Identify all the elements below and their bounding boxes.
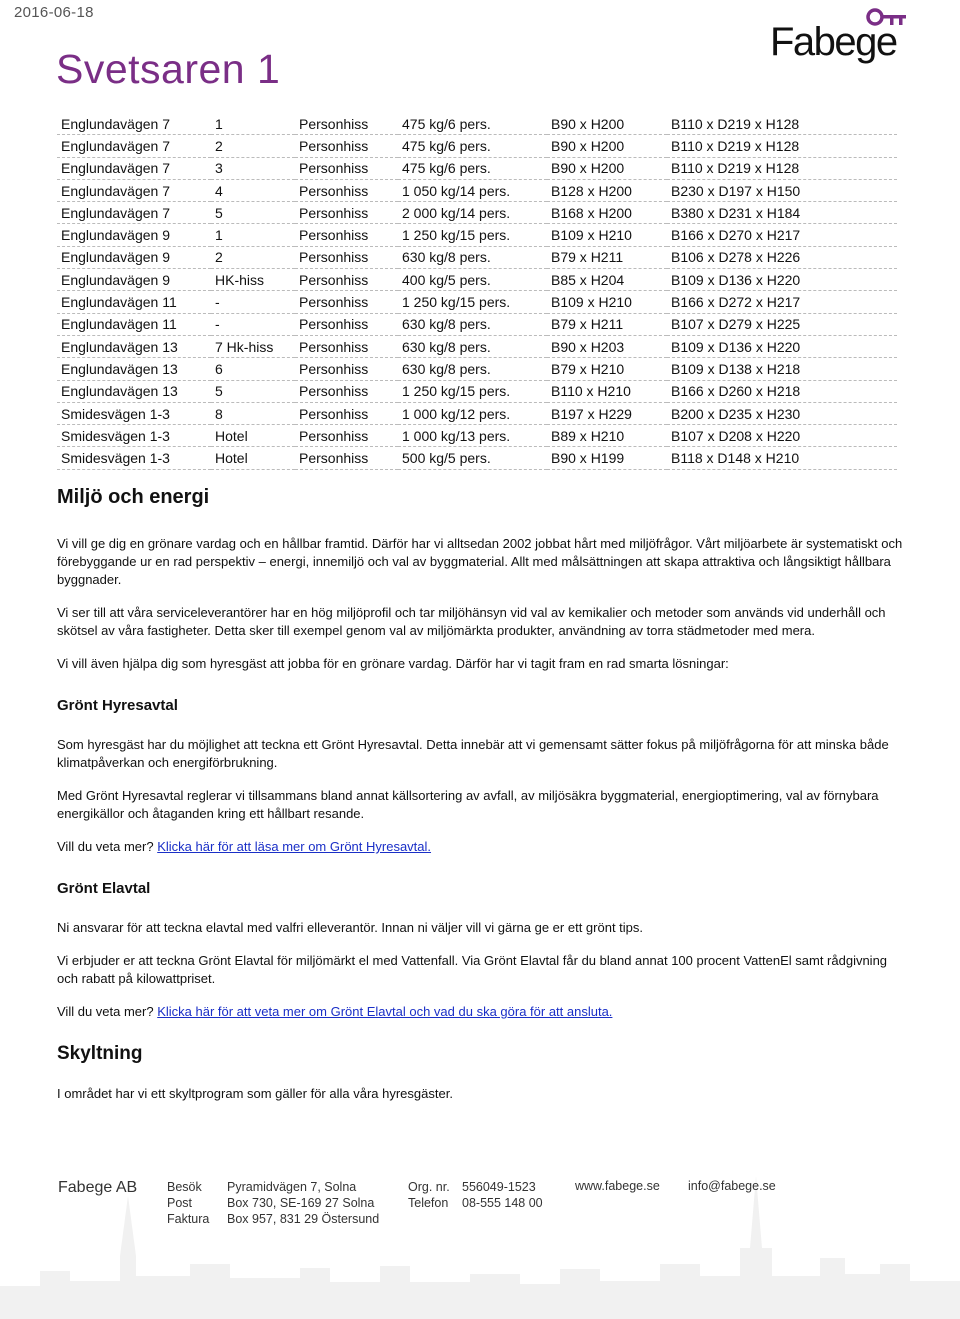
- document-date: 2016-06-18: [14, 4, 94, 21]
- footer-id-values: [462, 1179, 543, 1211]
- footer-label: Post: [167, 1196, 193, 1210]
- footer-phone: 08-555 148 00: [462, 1196, 543, 1210]
- paragraph: Vi erbjuder er att teckna Grönt Elavtal för miljömärkt el med Vattenfall. Via Grönt Elavtal får du bland annat 100 procent VattenEl samt rådgivning och rabatt på kilowattpriset.: [57, 953, 888, 986]
- address-cell: Smidesvägen 1-3: [57, 402, 211, 424]
- paragraph: Vi vill även hjälpa dig som hyresgäst att jobba för en grönare vardag. Därför har vi tagit fram en rad smarta lösningar:: [57, 656, 729, 671]
- table-row: [57, 202, 897, 224]
- car-size-cell: B230 x D197 x H150: [667, 179, 897, 201]
- number-cell: 1: [211, 224, 295, 246]
- footer-company: Fabege AB: [58, 1179, 138, 1196]
- type-cell: Personhiss: [295, 135, 398, 157]
- number-cell: 7 Hk-hiss: [211, 335, 295, 357]
- type-cell: Personhiss: [295, 157, 398, 179]
- car-size-cell: B166 x D272 x H217: [667, 291, 897, 313]
- capacity-cell: 1 000 kg/13 pers.: [398, 425, 547, 447]
- number-cell: Hotel: [211, 447, 295, 469]
- number-cell: 4: [211, 179, 295, 201]
- car-size-cell: B118 x D148 x H210: [667, 447, 897, 469]
- car-size-cell: B107 x D279 x H225: [667, 313, 897, 335]
- type-cell: Personhiss: [295, 246, 398, 268]
- number-cell: 6: [211, 358, 295, 380]
- address-cell: Smidesvägen 1-3: [57, 447, 211, 469]
- capacity-cell: 475 kg/6 pers.: [398, 135, 547, 157]
- type-cell: Personhiss: [295, 425, 398, 447]
- type-cell: Personhiss: [295, 113, 398, 135]
- footer-email-link[interactable]: info@fabege.se: [688, 1179, 776, 1193]
- paragraph: Ni ansvarar för att teckna elavtal med valfri elleverantör. Innan ni väljer vill vi gärna ge er ett grönt tips.: [57, 920, 644, 935]
- car-size-cell: B380 x D231 x H184: [667, 202, 897, 224]
- capacity-cell: 630 kg/8 pers.: [398, 335, 547, 357]
- capacity-cell: 1 000 kg/12 pers.: [398, 402, 547, 424]
- number-cell: 5: [211, 380, 295, 402]
- table-row: [57, 380, 897, 402]
- paragraph: Som hyresgäst har du möjlighet att teckna ett Grönt Hyresavtal. Detta innebär att vi gemensamt sätter fokus på miljöfrågorna för att minska både klimatpåverkan och energiförbrukning.: [57, 737, 889, 770]
- table-row: [57, 113, 897, 135]
- paragraph: I området har vi ett skyltprogram som gäller för alla våra hyresgäster.: [57, 1086, 453, 1101]
- address-cell: Englundavägen 13: [57, 358, 211, 380]
- capacity-cell: 1 250 kg/15 pers.: [398, 380, 547, 402]
- read-more-prefix: Vill du veta mer?: [57, 839, 158, 854]
- address-cell: Englundavägen 13: [57, 335, 211, 357]
- section-heading-environment: Miljö och energi: [57, 486, 210, 508]
- door-size-cell: B128 x H200: [547, 179, 667, 201]
- footer-label: Faktura: [167, 1212, 210, 1226]
- address-cell: Englundavägen 9: [57, 224, 211, 246]
- table-row: [57, 447, 897, 469]
- door-size-cell: B90 x H200: [547, 113, 667, 135]
- door-size-cell: B79 x H211: [547, 246, 667, 268]
- capacity-cell: 400 kg/5 pers.: [398, 269, 547, 291]
- door-size-cell: B168 x H200: [547, 202, 667, 224]
- footer-org-number: 556049-1523: [462, 1180, 536, 1194]
- capacity-cell: 630 kg/8 pers.: [398, 246, 547, 268]
- footer-address: Pyramidvägen 7, Solna: [227, 1180, 357, 1194]
- table-row: [57, 402, 897, 424]
- capacity-cell: 1 050 kg/14 pers.: [398, 179, 547, 201]
- capacity-cell: 500 kg/5 pers.: [398, 447, 547, 469]
- capacity-cell: 1 250 kg/15 pers.: [398, 224, 547, 246]
- car-size-cell: B109 x D136 x H220: [667, 335, 897, 357]
- type-cell: Personhiss: [295, 291, 398, 313]
- number-cell: 5: [211, 202, 295, 224]
- fabege-logo: [768, 6, 908, 70]
- door-size-cell: B90 x H203: [547, 335, 667, 357]
- door-size-cell: B90 x H200: [547, 135, 667, 157]
- address-cell: Englundavägen 7: [57, 113, 211, 135]
- table-row: [57, 313, 897, 335]
- table-row: [57, 358, 897, 380]
- type-cell: Personhiss: [295, 269, 398, 291]
- door-size-cell: B85 x H204: [547, 269, 667, 291]
- green-lease-link[interactable]: Klicka här för att läsa mer om Grönt Hyresavtal.: [157, 839, 432, 854]
- door-size-cell: B109 x H210: [547, 291, 667, 313]
- footer-address: Box 730, SE-169 27 Solna: [227, 1196, 375, 1210]
- capacity-cell: 475 kg/6 pers.: [398, 113, 547, 135]
- table-row: [57, 335, 897, 357]
- number-cell: 2: [211, 135, 295, 157]
- footer: [0, 1136, 960, 1319]
- address-cell: Englundavägen 7: [57, 135, 211, 157]
- type-cell: Personhiss: [295, 313, 398, 335]
- car-size-cell: B110 x D219 x H128: [667, 135, 897, 157]
- address-cell: Englundavägen 7: [57, 157, 211, 179]
- type-cell: Personhiss: [295, 224, 398, 246]
- address-cell: Englundavägen 9: [57, 246, 211, 268]
- capacity-cell: 1 250 kg/15 pers.: [398, 291, 547, 313]
- type-cell: Personhiss: [295, 380, 398, 402]
- type-cell: Personhiss: [295, 447, 398, 469]
- paragraph: Med Grönt Hyresavtal reglerar vi tillsammans bland annat källsortering av avfall, av miljösäkra byggmaterial, energioptimering, val av förnybara energikällor och åtaganden kring ett hållbart resande.: [57, 788, 879, 821]
- car-size-cell: B109 x D136 x H220: [667, 269, 897, 291]
- table-row: [57, 224, 897, 246]
- type-cell: Personhiss: [295, 402, 398, 424]
- capacity-cell: 475 kg/6 pers.: [398, 157, 547, 179]
- section-heading-green-power: Grönt Elavtal: [57, 880, 151, 897]
- table-row: [57, 291, 897, 313]
- read-more-line: [57, 838, 907, 856]
- capacity-cell: 630 kg/8 pers.: [398, 313, 547, 335]
- address-cell: Englundavägen 7: [57, 179, 211, 201]
- door-size-cell: B89 x H210: [547, 425, 667, 447]
- door-size-cell: B109 x H210: [547, 224, 667, 246]
- door-size-cell: B197 x H229: [547, 402, 667, 424]
- number-cell: 8: [211, 402, 295, 424]
- read-more-line: [57, 1003, 907, 1021]
- footer-label: Telefon: [408, 1196, 449, 1210]
- car-size-cell: B166 x D270 x H217: [667, 224, 897, 246]
- door-size-cell: B79 x H210: [547, 358, 667, 380]
- type-cell: Personhiss: [295, 179, 398, 201]
- paragraph: Vi ser till att våra serviceleverantörer har en hög miljöprofil och tar miljöhänsyn vid val av kemikalier och metoder som används vid underhåll och skötsel av våra fastigheter. Detta sker till exempel genom val av miljömärkta produkter, användning av torra städmetoder med mera.: [57, 605, 886, 638]
- number-cell: HK-hiss: [211, 269, 295, 291]
- car-size-cell: B110 x D219 x H128: [667, 157, 897, 179]
- number-cell: -: [211, 313, 295, 335]
- elevator-table: [57, 113, 897, 470]
- footer-addresses: [227, 1179, 379, 1227]
- car-size-cell: B106 x D278 x H226: [667, 246, 897, 268]
- type-cell: Personhiss: [295, 358, 398, 380]
- footer-website-link[interactable]: www.fabege.se: [575, 1179, 660, 1193]
- footer-label: Besök: [167, 1180, 202, 1194]
- footer-id-labels: [408, 1179, 450, 1211]
- read-more-prefix: Vill du veta mer?: [57, 1004, 158, 1019]
- type-cell: Personhiss: [295, 335, 398, 357]
- address-cell: Englundavägen 9: [57, 269, 211, 291]
- car-size-cell: B110 x D219 x H128: [667, 113, 897, 135]
- address-cell: Englundavägen 7: [57, 202, 211, 224]
- capacity-cell: 2 000 kg/14 pers.: [398, 202, 547, 224]
- address-cell: Englundavägen 11: [57, 313, 211, 335]
- footer-address: Box 957, 831 29 Östersund: [227, 1212, 380, 1226]
- number-cell: 1: [211, 113, 295, 135]
- capacity-cell: 630 kg/8 pers.: [398, 358, 547, 380]
- paragraph: Vi vill ge dig en grönare vardag och en hållbar framtid. Därför har vi alltsedan 2002 jobbat hårt med miljöfrågor. Vårt miljöarbete är systematiskt och förebyggande ur en rad perspektiv – energi, innemiljö och val av byggmaterial. Allt med målsättningen att skapa attraktiva och långsiktigt hållbara byggnader.: [57, 536, 903, 587]
- green-power-link[interactable]: Klicka här för att veta mer om Grönt Elavtal och vad du ska göra för att ansluta.: [157, 1004, 613, 1019]
- car-size-cell: B200 x D235 x H230: [667, 402, 897, 424]
- number-cell: Hotel: [211, 425, 295, 447]
- car-size-cell: B107 x D208 x H220: [667, 425, 897, 447]
- section-heading-signage: Skyltning: [57, 1043, 143, 1064]
- footer-label: Org. nr.: [408, 1180, 450, 1194]
- table-row: [57, 157, 897, 179]
- section-heading-green-lease: Grönt Hyresavtal: [57, 697, 178, 714]
- address-cell: Englundavägen 13: [57, 380, 211, 402]
- type-cell: Personhiss: [295, 202, 398, 224]
- table-row: [57, 135, 897, 157]
- city-skyline-graphic: [0, 1136, 960, 1319]
- address-cell: Englundavägen 11: [57, 291, 211, 313]
- table-row: [57, 425, 897, 447]
- door-size-cell: B79 x H211: [547, 313, 667, 335]
- door-size-cell: B110 x H210: [547, 380, 667, 402]
- car-size-cell: B166 x D260 x H218: [667, 380, 897, 402]
- logo-wordmark: Fabege: [770, 20, 897, 64]
- footer-address-labels: [167, 1179, 209, 1227]
- table-row: [57, 269, 897, 291]
- number-cell: -: [211, 291, 295, 313]
- number-cell: 2: [211, 246, 295, 268]
- address-cell: Smidesvägen 1-3: [57, 425, 211, 447]
- table-row: [57, 179, 897, 201]
- door-size-cell: B90 x H199: [547, 447, 667, 469]
- car-size-cell: B109 x D138 x H218: [667, 358, 897, 380]
- door-size-cell: B90 x H200: [547, 157, 667, 179]
- main-content: [57, 486, 907, 1118]
- table-row: [57, 246, 897, 268]
- page-title: Svetsaren 1: [56, 46, 281, 92]
- number-cell: 3: [211, 157, 295, 179]
